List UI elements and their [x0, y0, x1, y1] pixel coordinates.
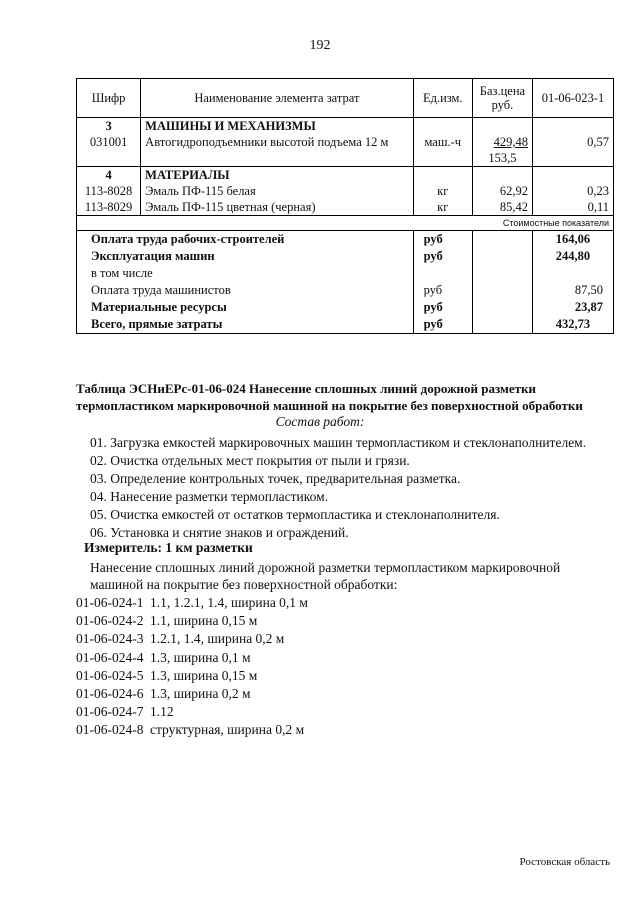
norm-code: 01-06-024-6 [76, 685, 144, 701]
machines-section-title: МАШИНЫ И МЕХАНИЗМЫ [141, 118, 413, 135]
table-header-row [77, 79, 614, 118]
norm-text: 1.3, ширина 0,1 м [150, 649, 251, 665]
table-row [77, 183, 614, 199]
summary-label: Материальные ресурсы [77, 299, 414, 316]
norm-code: 01-06-024-2 [76, 613, 144, 629]
list-item [76, 667, 308, 685]
summary-row [77, 316, 614, 334]
summary-label: Оплата труда рабочих-строителей [77, 231, 414, 249]
region-footer: Ростовская область [519, 856, 610, 868]
list-item: 01. Загрузка емкостей маркировочных машин термопластиком и стеклонаполнителем. [90, 435, 587, 450]
norm-text: 1.1, ширина 0,15 м [150, 613, 258, 629]
summary-label: Оплата труда машинистов [77, 282, 414, 299]
material-name: Эмаль ПФ-115 цветная (черная) [141, 199, 413, 216]
norm-text: 1.3, ширина 0,2 м [150, 685, 251, 701]
works-list [90, 434, 586, 542]
list-item: 06. Установка и снятие знаков и ограждений. [90, 525, 349, 540]
list-item [76, 630, 308, 648]
list-item [76, 721, 308, 739]
list-item [76, 649, 308, 667]
list-item [76, 594, 308, 612]
works-caption: Состав работ: [275, 414, 365, 429]
norm-code: 01-06-024-3 [76, 631, 144, 647]
description: Нанесение сплошных линий дорожной разметки термопластиком маркировочной машиной на покрытие без поверхностной обработки: [90, 560, 561, 592]
material-value: 0,23 [532, 183, 613, 199]
list-item [76, 685, 308, 703]
header-name: Наименование элемента затрат [141, 79, 413, 118]
summary-value: 164,06 [532, 231, 613, 249]
material-value: 0,11 [532, 199, 613, 216]
summary-label: в том числе [77, 265, 414, 282]
material-price: 62,92 [472, 183, 532, 199]
list-item [76, 612, 308, 630]
machine-name: Автогидроподъемники высотой подъема 12 м [141, 134, 413, 150]
page-number: 192 [309, 38, 331, 53]
material-unit: кг [413, 183, 472, 199]
section-title [76, 380, 616, 414]
machine-unit: маш.-ч [413, 134, 472, 150]
norm-code: 01-06-024-4 [76, 649, 144, 665]
norm-code: 01-06-024-8 [76, 722, 144, 738]
list-item: 05. Очистка емкостей от остатков термопластика и стеклонаполнителя. [90, 507, 500, 522]
norm-text: структурная, ширина 0,2 м [150, 722, 305, 738]
list-item: 02. Очистка отдельных мест покрытия от пыли и грязи. [90, 453, 410, 468]
machine-code: 031001 [77, 134, 141, 150]
list-item [76, 703, 308, 721]
list-item: 04. Нанесение разметки термопластиком. [90, 489, 329, 504]
summary-label: Всего, прямые затраты [77, 316, 414, 334]
norm-code: 01-06-024-1 [76, 595, 144, 610]
material-price: 85,42 [472, 199, 532, 216]
material-name: Эмаль ПФ-115 белая [141, 183, 413, 199]
material-unit: кг [413, 199, 472, 216]
summary-unit: руб [413, 299, 472, 316]
material-code: 113-8028 [77, 183, 141, 199]
section-title-line1: Таблица ЭСНиЕРс-01-06-024 Нанесение сплошных линий дорожной разметки [76, 381, 537, 396]
summary-row [77, 265, 614, 282]
table-row [77, 134, 614, 150]
header-unit: Ед.изм. [413, 79, 472, 118]
header-price: Баз.цена руб. [472, 79, 532, 118]
summary-row [77, 231, 614, 249]
table-row [77, 199, 614, 216]
norm-text: 1.2.1, 1.4, ширина 0,2 м [150, 631, 285, 647]
norm-code: 01-06-024-5 [76, 667, 144, 683]
summary-value: 432,73 [532, 316, 613, 334]
machine-price-secondary: 153,5 [472, 150, 532, 167]
cost-indicators-label: Стоимостные показатели [77, 216, 614, 231]
summary-value: 87,50 [532, 282, 613, 299]
list-item: 03. Определение контрольных точек, предварительная разметка. [90, 471, 461, 486]
summary-value: 23,87 [532, 299, 613, 316]
machine-price: 429,48 [493, 135, 528, 149]
section-title-line2: термопластиком маркировочной машиной на покрытие без поверхностной обработки [76, 398, 583, 413]
materials-section-title: МАТЕРИАЛЫ [141, 167, 413, 184]
summary-row [77, 282, 614, 299]
machine-value: 0,57 [532, 134, 613, 150]
summary-unit: руб [413, 231, 472, 249]
summary-unit: руб [413, 282, 472, 299]
measure-unit: Измеритель: 1 км разметки [84, 540, 253, 555]
norm-text: 1.1, 1.2.1, 1.4, ширина 0,1 м [150, 595, 308, 610]
header-norm: 01-06-023-1 [532, 79, 613, 118]
summary-value: 244,80 [532, 248, 613, 265]
summary-row [77, 299, 614, 316]
header-code: Шифр [77, 79, 141, 118]
codes-list [76, 594, 308, 740]
norm-text: 1.3, ширина 0,15 м [150, 667, 258, 683]
summary-row [77, 248, 614, 265]
cost-table [76, 78, 614, 334]
summary-unit: руб [413, 316, 472, 334]
machines-section-num: 3 [77, 118, 141, 135]
materials-section-num: 4 [77, 167, 141, 184]
summary-unit: руб [413, 248, 472, 265]
norm-code: 01-06-024-7 [76, 704, 144, 720]
summary-label: Эксплуатация машин [77, 248, 414, 265]
material-code: 113-8029 [77, 199, 141, 216]
norm-text: 1.12 [150, 704, 174, 720]
